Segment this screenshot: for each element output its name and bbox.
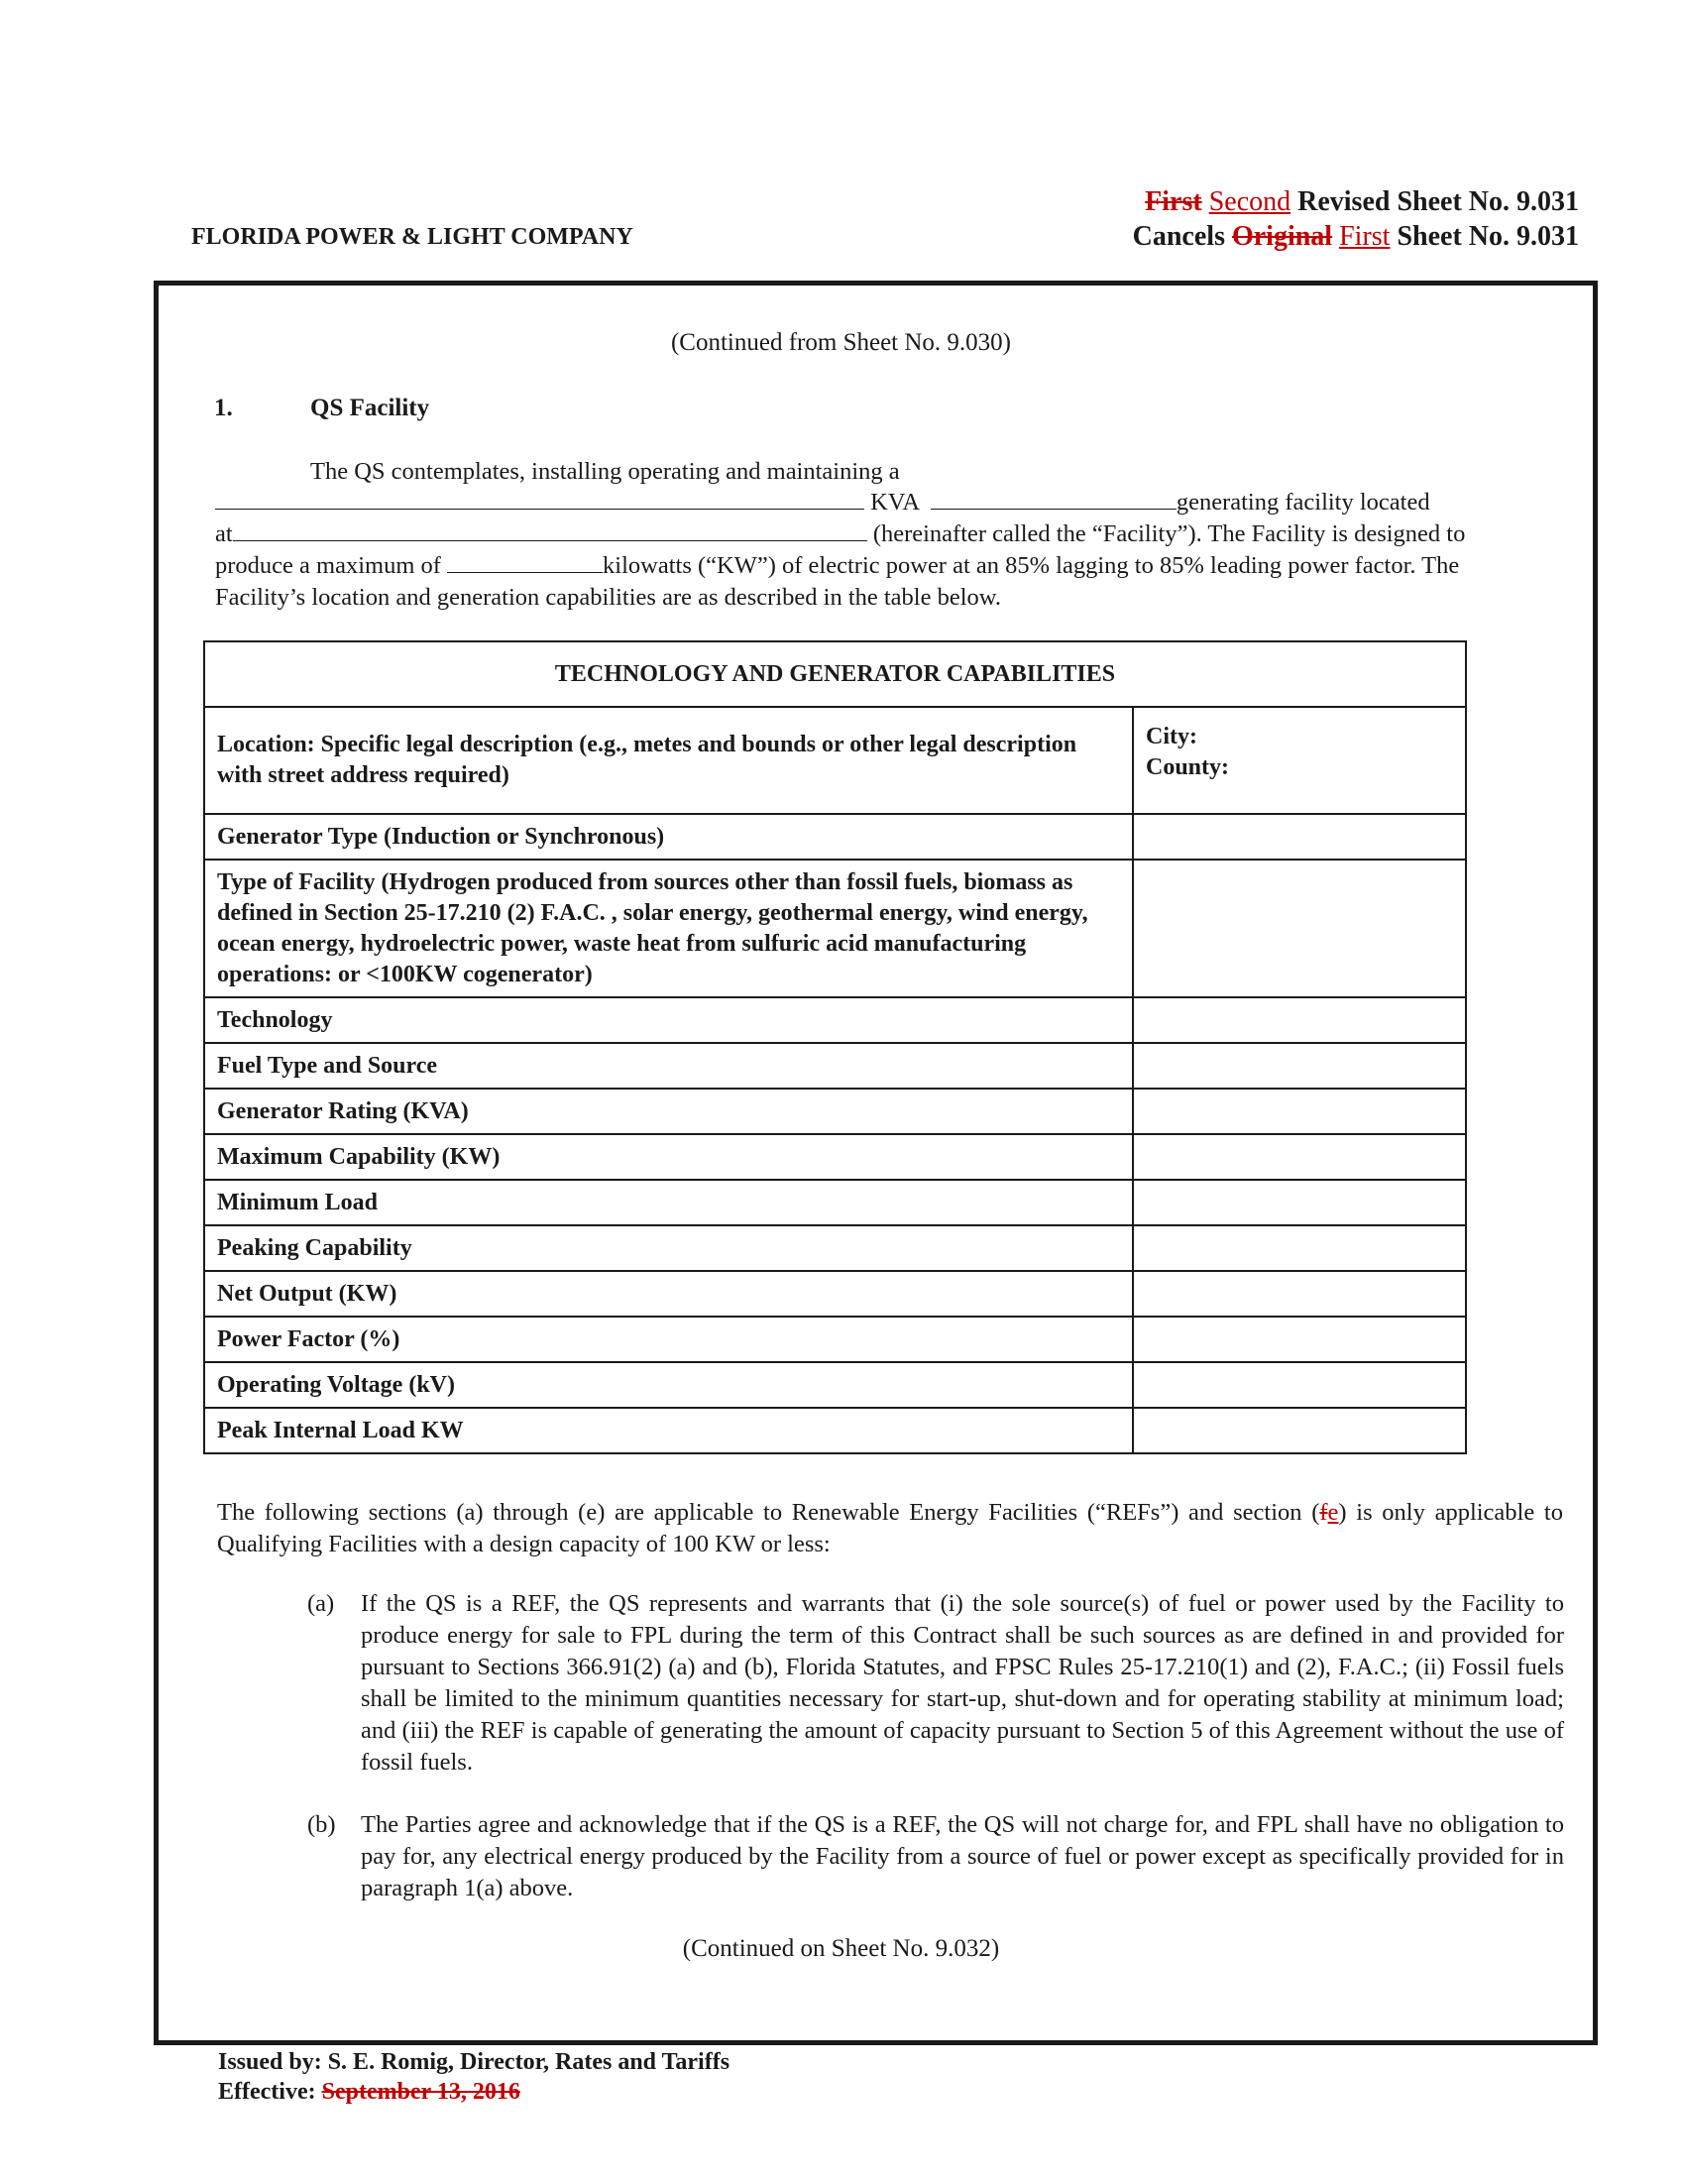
intro-line-3 xyxy=(215,518,1465,550)
applicability-text: ) is only applicable to Qualifying Facilities with a design capacity of 100 KW or less: xyxy=(217,1499,1563,1557)
table-row-label: Power Factor (%) xyxy=(204,1317,1133,1362)
generator-type-label: Generator Type (Induction or Synchronous) xyxy=(204,814,1133,860)
table-row-label: Generator Rating (KVA) xyxy=(204,1089,1133,1134)
effective-label: Effective: xyxy=(218,2079,316,2105)
struck-text: f xyxy=(1319,1499,1328,1526)
table-title: TECHNOLOGY AND GENERATOR CAPABILITIES xyxy=(204,641,1466,707)
table-value-cell[interactable] xyxy=(1133,1317,1466,1362)
effective-date xyxy=(218,2079,520,2106)
table-row-label: Technology xyxy=(204,997,1133,1043)
table-row-label: Peak Internal Load KW xyxy=(204,1408,1133,1453)
table-value-cell[interactable] xyxy=(1133,1180,1466,1225)
table-row-label: Fuel Type and Source xyxy=(204,1043,1133,1089)
capabilities-table xyxy=(203,640,1467,1454)
intro-line-4 xyxy=(215,550,1459,582)
cancels-sheet-line xyxy=(1133,219,1579,254)
applicability-paragraph xyxy=(217,1497,1563,1560)
table-value-cell[interactable] xyxy=(1133,1043,1466,1089)
table-value-cell[interactable] xyxy=(1133,860,1466,997)
location-label: Location: Specific legal description (e.g., metes and bounds or other legal description with street address required) xyxy=(204,707,1133,814)
facility-type-label: Type of Facility (Hydrogen produced from sources other than fossil fuels, biomass as defined in Section 25-17.210 (2) F.A.C. , solar energy, geothermal energy, wind energy, ocean energy, hydroelectric power, waste heat from sulfuric acid manufacturing operations: or <100KW cogenerator) xyxy=(204,860,1133,997)
table-value-cell[interactable] xyxy=(1133,1408,1466,1453)
table-value-cell[interactable] xyxy=(1133,1271,1466,1317)
fuel-blank[interactable] xyxy=(931,487,1177,510)
produce-text: produce a maximum of xyxy=(215,552,441,579)
hereinafter-text: (hereinafter called the “Facility”). The Facility is designed to xyxy=(872,520,1466,547)
inserted-text: First xyxy=(1339,221,1391,252)
sheet-revision-info xyxy=(1133,184,1579,254)
section-title: QS Facility xyxy=(310,395,430,421)
city-label: City: xyxy=(1146,724,1197,749)
generating-label: generating facility located xyxy=(1176,489,1430,516)
intro-line-2 xyxy=(215,487,1430,518)
kva-label: KVA xyxy=(870,489,919,516)
struck-text: September 13, 2016 xyxy=(321,2079,520,2105)
table-value-cell[interactable] xyxy=(1133,1362,1466,1408)
table-value-cell[interactable] xyxy=(1133,997,1466,1043)
location-value-cell[interactable] xyxy=(1133,707,1466,814)
table-value-cell[interactable] xyxy=(1133,1134,1466,1180)
continued-from-note: (Continued from Sheet No. 9.030) xyxy=(670,329,1011,356)
cancels-label: Cancels xyxy=(1132,221,1225,252)
struck-text: Original xyxy=(1231,221,1333,252)
list-item-label: (b) xyxy=(307,1811,336,1838)
continued-on-note: (Continued on Sheet No. 9.032) xyxy=(682,1935,1000,1962)
revised-sheet-label: Revised Sheet No. 9.031 xyxy=(1297,186,1579,217)
table-row-label: Net Output (KW) xyxy=(204,1271,1133,1317)
table-row-label: Minimum Load xyxy=(204,1180,1133,1225)
table-value-cell[interactable] xyxy=(1133,1225,1466,1271)
inserted-text: Second xyxy=(1208,186,1291,217)
table-value-cell[interactable] xyxy=(1133,814,1466,860)
struck-text: First xyxy=(1145,186,1202,217)
list-item-text: The Parties agree and acknowledge that if the QS is a REF, the QS will not charge for, and FPL shall have no obligation to pay for, any electrical energy produced by the Facility from a source of fuel or power except as specifically provided for in paragraph 1(a) above. xyxy=(361,1811,1564,1901)
kilowatts-blank[interactable] xyxy=(447,550,603,573)
intro-line-5: Facility’s location and generation capabilities are as described in the table below. xyxy=(215,584,1002,611)
inserted-text: e xyxy=(1327,1499,1339,1526)
table-row-label: Operating Voltage (kV) xyxy=(204,1362,1133,1408)
county-label: County: xyxy=(1146,754,1230,780)
list-item-label: (a) xyxy=(307,1590,335,1617)
list-item xyxy=(307,1809,1564,1904)
issued-by: Issued by: S. E. Romig, Director, Rates and Tariffs xyxy=(218,2049,730,2075)
kva-blank[interactable] xyxy=(215,487,864,510)
intro-line-1: The QS contemplates, installing operating and maintaining a xyxy=(310,458,900,485)
table-row-label: Maximum Capability (KW) xyxy=(204,1134,1133,1180)
table-value-cell[interactable] xyxy=(1133,1089,1466,1134)
kilowatts-text: kilowatts (“KW”) of electric power at an 85% lagging to 85% leading power factor. The xyxy=(603,552,1460,579)
list-item xyxy=(307,1588,1564,1779)
company-name: FLORIDA POWER & LIGHT COMPANY xyxy=(191,224,633,250)
table-row-label: Peaking Capability xyxy=(204,1225,1133,1271)
at-label: at xyxy=(215,520,233,547)
section-number: 1. xyxy=(214,395,233,421)
location-blank[interactable] xyxy=(233,518,867,541)
cancels-sheet-label: Sheet No. 9.031 xyxy=(1397,221,1579,252)
applicability-text: The following sections (a) through (e) are applicable to Renewable Energy Facilities (“REFs”) and section ( xyxy=(217,1499,1320,1526)
list-item-text: If the QS is a REF, the QS represents and warrants that (i) the sole source(s) of fuel or power used by the Facility to produce energy for sale to FPL during the term of this Contract shall be such sources as are defined in and provided for pursuant to Sections 366.91(2) (a) and (b), Florida Statutes, and FPSC Rules 25-17.210(1) and (2), F.A.C.; (ii) Fossil fuels shall be limited to the minimum quantities necessary for start-up, shut-down and for operating stability at minimum load; and (iii) the REF is capable of generating the amount of capacity pursuant to Section 5 of this Agreement without the use of fossil fuels. xyxy=(361,1590,1564,1776)
revised-sheet-line xyxy=(1133,184,1579,219)
